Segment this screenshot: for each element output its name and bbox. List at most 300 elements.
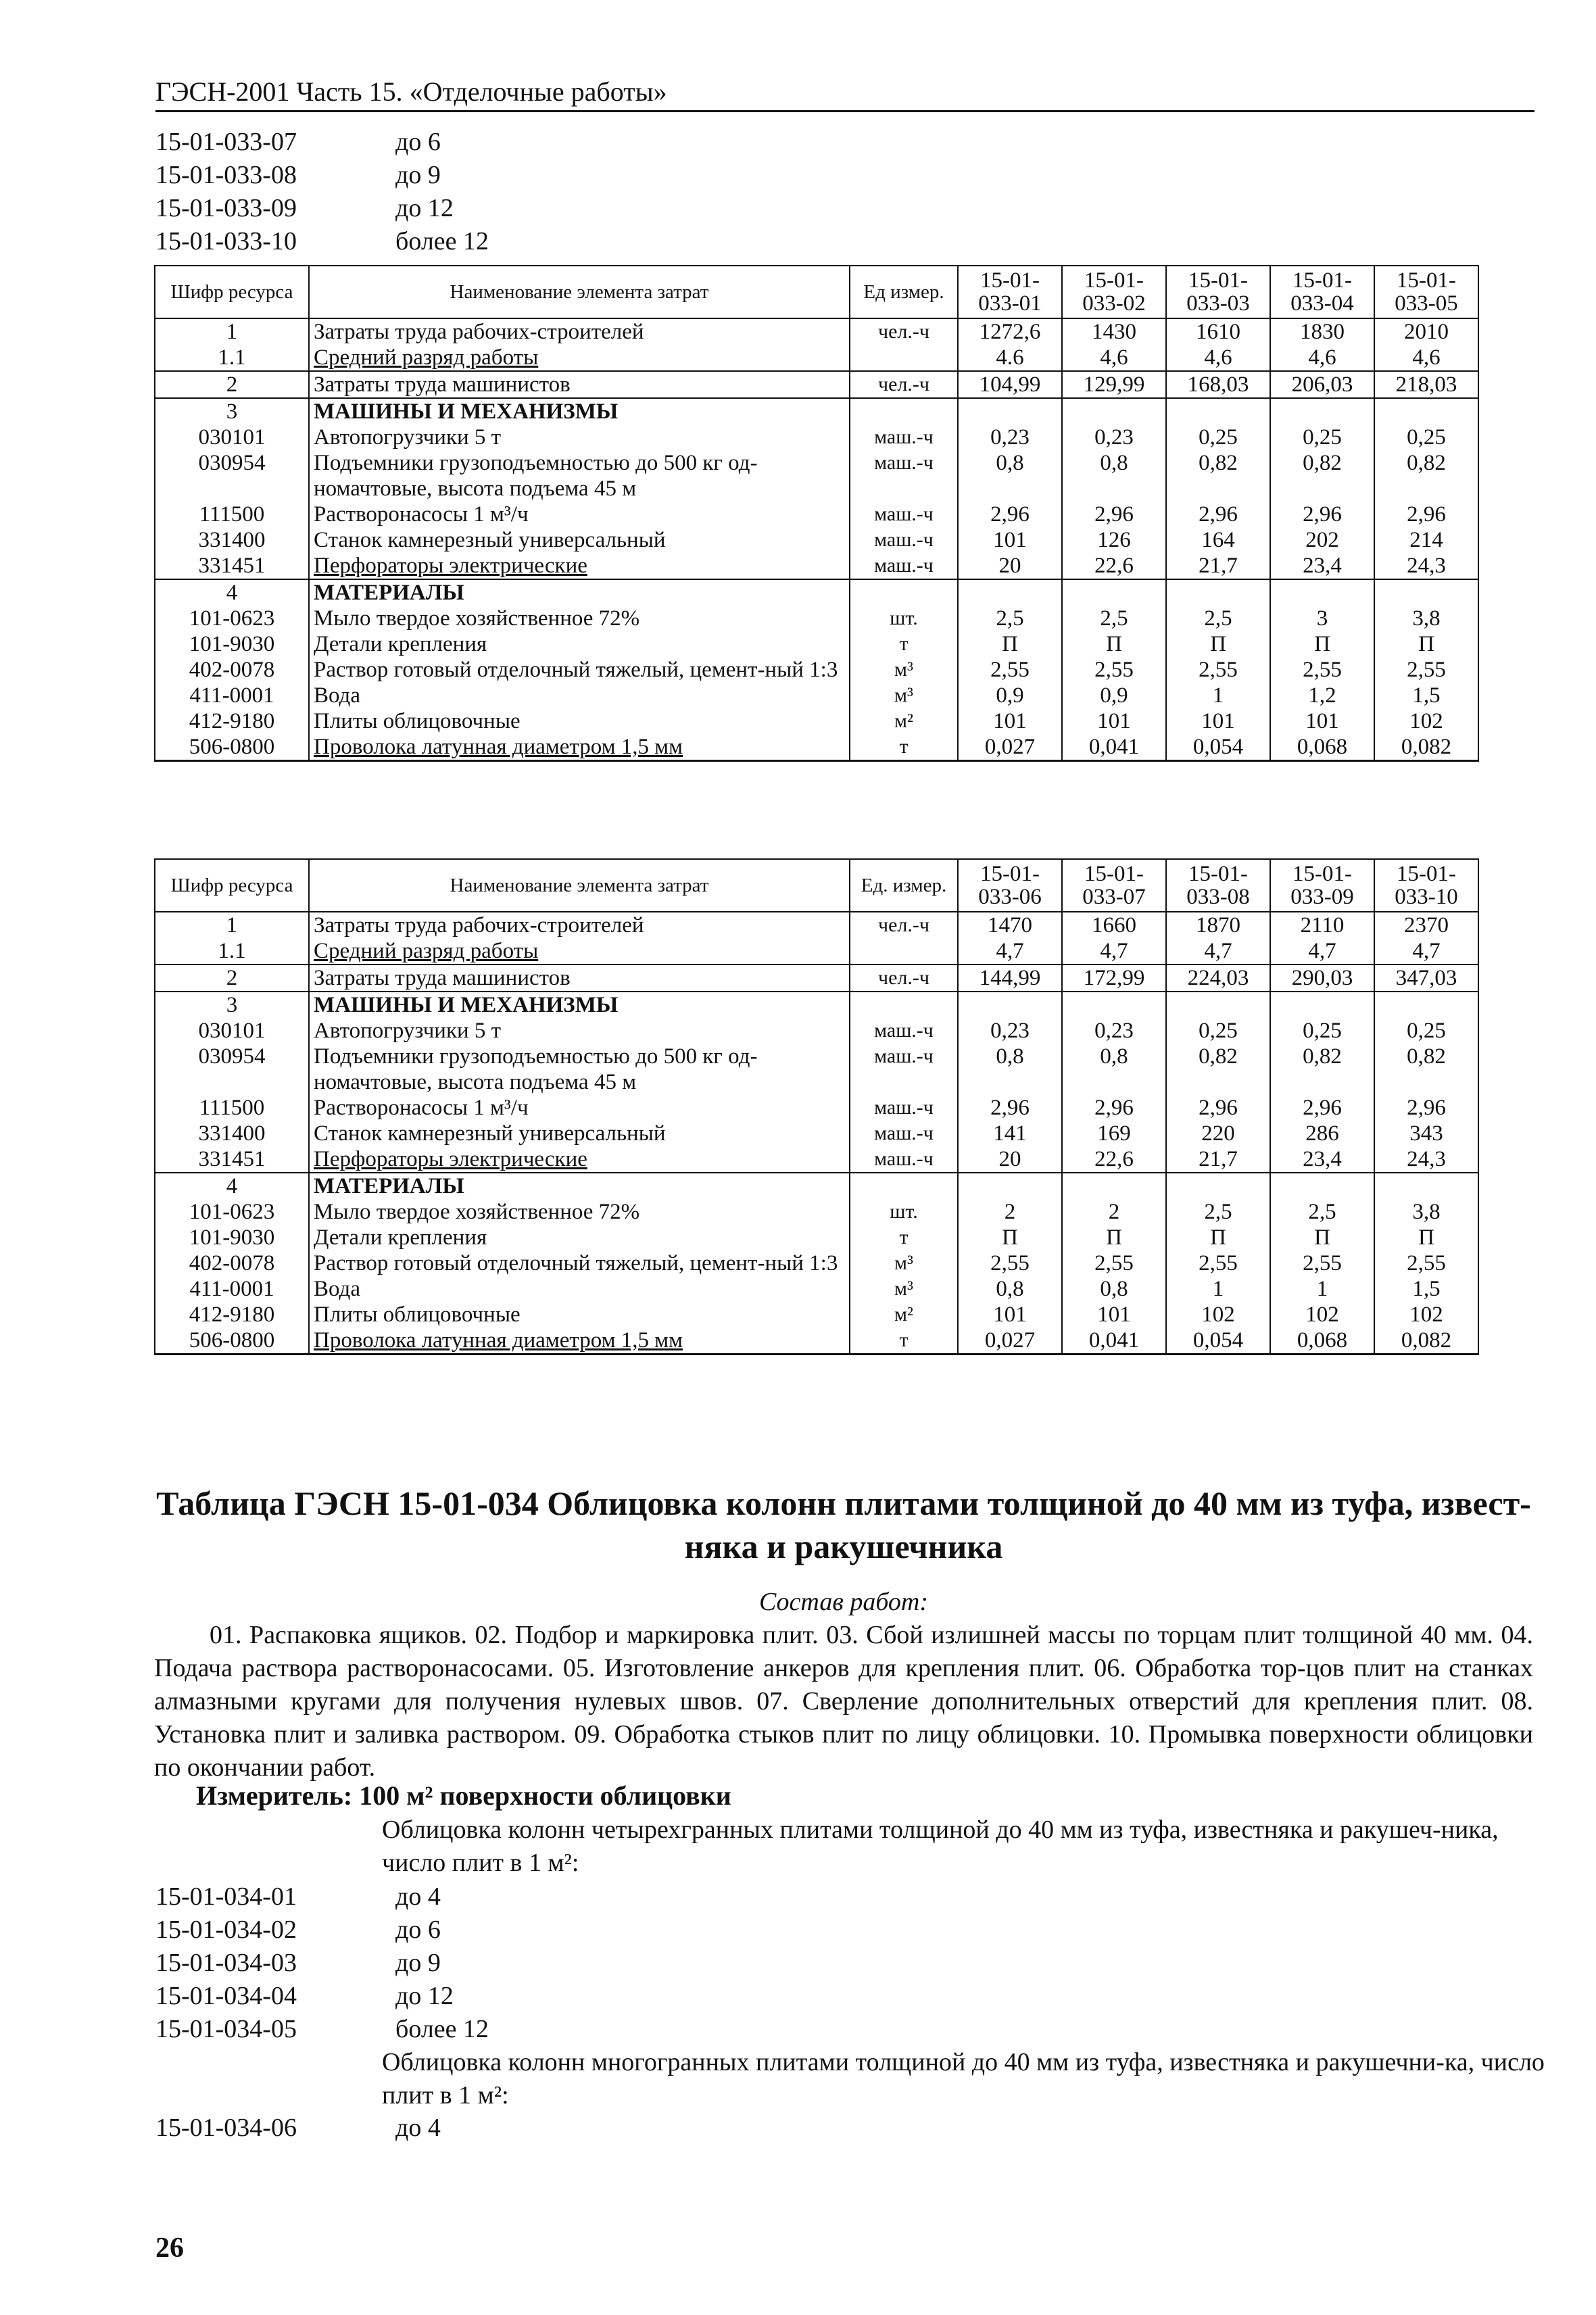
resource-value: 2,55 [1062,657,1166,683]
resource-unit: м³ [850,683,958,708]
resource-name: МАТЕРИАЛЫ [309,579,850,606]
resource-value: 0,9 [958,683,1062,708]
resource-value: 1,2 [1270,683,1374,708]
resource-value: 22,6 [1062,553,1166,579]
table-row [155,1121,1478,1146]
resource-code: 2 [155,965,309,992]
resource-value: 4,7 [1166,938,1270,965]
resource-value [1270,398,1374,424]
resource-code: 4 [155,1173,309,1199]
resource-value: 2,96 [1270,1095,1374,1121]
resource-value: 3 [1270,606,1374,631]
resource-value: 0,8 [958,450,1062,502]
resource-unit: м² [850,1302,958,1327]
resource-value [1270,1173,1374,1199]
resource-value: 1430 [1062,318,1166,345]
resource-unit: маш.-ч [850,1095,958,1121]
resource-value: 2,55 [958,657,1062,683]
resource-value: 24,3 [1374,1146,1478,1173]
resource-value: 0,25 [1374,424,1478,450]
resource-name: Растворонасосы 1 м³/ч [309,502,850,527]
code-description: до 9 [395,161,441,189]
col-header: 15-01-033-05 [1374,266,1478,318]
code-value: 15-01-034-03 [155,1949,297,1977]
col-name-header: Наименование элемента затрат [309,266,850,318]
resource-value: 3,8 [1374,606,1478,631]
code-row [155,1880,489,1914]
resource-value: 101 [1166,708,1270,734]
resource-code: 101-0623 [155,606,309,631]
resource-value: 2,55 [958,1250,1062,1276]
resource-code: 4 [155,579,309,606]
resource-code: 2 [155,371,309,398]
resource-value: 214 [1374,527,1478,553]
resource-code: 3 [155,992,309,1018]
resource-value: 2,96 [1062,502,1166,527]
resource-value: 3,8 [1374,1199,1478,1225]
resource-value: 4,6 [1062,345,1166,371]
table-row [155,734,1478,761]
resource-value: 0,25 [1166,1018,1270,1044]
table-row [155,1044,1478,1095]
resource-value [1374,1173,1478,1199]
resource-table-1 [154,265,1479,762]
resource-value [1374,579,1478,606]
resource-value: 2,55 [1374,1250,1478,1276]
resource-value [1166,579,1270,606]
resource-unit: маш.-ч [850,424,958,450]
resource-value: 4,6 [1270,345,1374,371]
resource-value: 2,55 [1270,657,1374,683]
resource-value: 4,7 [1374,938,1478,965]
col-unit-header: Ед. измер. [850,859,958,912]
resource-value: 0,054 [1166,1327,1270,1355]
resource-value: 4,7 [1270,938,1374,965]
code-description: до 9 [395,1949,441,1977]
resource-value: П [1166,631,1270,657]
resource-value: 0,8 [1062,1044,1166,1095]
resource-value: П [1270,631,1374,657]
resource-value: 286 [1270,1121,1374,1146]
resource-name: Мыло твердое хозяйственное 72% [309,1199,850,1225]
resource-name: Мыло твердое хозяйственное 72% [309,606,850,631]
table-row [155,938,1478,965]
resource-unit: маш.-ч [850,1018,958,1044]
resource-value: 141 [958,1121,1062,1146]
resource-value [1374,398,1478,424]
resource-value: 4,6 [1374,345,1478,371]
resource-value [1062,1173,1166,1199]
col-code-header: Шифр ресурса [155,859,309,912]
resource-value: 0,8 [958,1276,1062,1302]
resource-code: 412-9180 [155,708,309,734]
resource-value: 2,55 [1166,1250,1270,1276]
resource-value: 2,5 [1166,606,1270,631]
resource-unit: маш.-ч [850,1044,958,1095]
code-row [155,126,489,159]
resource-name: Средний разряд работы [309,938,850,965]
code-description: более 12 [395,2015,489,2043]
resource-code: 506-0800 [155,734,309,761]
resource-value: 22,6 [1062,1146,1166,1173]
resource-name: Подъемники грузоподъемностью до 500 кг од-номачтовые, высота подъема 45 м [309,450,850,502]
resource-value: 2,5 [1166,1199,1270,1225]
resource-value: 2 [958,1199,1062,1225]
table-row [155,345,1478,371]
resource-unit: м² [850,708,958,734]
code-row [155,1947,489,1980]
resource-value: 129,99 [1062,371,1166,398]
resource-code: 331400 [155,1121,309,1146]
col-header: 15-01-033-09 [1270,859,1374,912]
table-row [155,579,1478,606]
table-row [155,912,1478,938]
resource-value [1062,992,1166,1018]
resource-value: 2110 [1270,912,1374,938]
table-row [155,708,1478,734]
resource-code: 111500 [155,1095,309,1121]
table-row [155,1250,1478,1276]
resource-value: 0,25 [1270,424,1374,450]
resource-value: П [1166,1225,1270,1250]
table-row [155,1276,1478,1302]
resource-name: Перфораторы электрические [309,1146,850,1173]
resource-name: МАШИНЫ И МЕХАНИЗМЫ [309,398,850,424]
resource-name: Затраты труда рабочих-строителей [309,912,850,938]
resource-value: 218,03 [1374,371,1478,398]
resource-unit: м³ [850,1276,958,1302]
resource-value: 2,96 [1374,502,1478,527]
resource-unit [850,1173,958,1199]
resource-value [1062,579,1166,606]
table-row [155,398,1478,424]
resource-unit: маш.-ч [850,527,958,553]
code-row [155,2112,441,2145]
resource-value: 101 [958,527,1062,553]
resource-value: 2370 [1374,912,1478,938]
code-description: до 4 [395,2114,441,2142]
resource-code: 506-0800 [155,1327,309,1355]
resource-value: 0,027 [958,734,1062,761]
resource-code: 1 [155,318,309,345]
resource-value: 164 [1166,527,1270,553]
resource-value: 102 [1374,708,1478,734]
resource-name: Детали крепления [309,631,850,657]
resource-value: П [1374,631,1478,657]
resource-value: 2,96 [958,1095,1062,1121]
resource-value: 2,55 [1374,657,1478,683]
resource-value: 2,5 [1062,606,1166,631]
resource-value: 0,82 [1374,1044,1478,1095]
table-row [155,1327,1478,1355]
resource-value: 0,23 [958,1018,1062,1044]
resource-value: 0,027 [958,1327,1062,1355]
resource-code: 030954 [155,450,309,502]
resource-code: 411-0001 [155,683,309,708]
work-composition-text: 01. Распаковка ящиков. 02. Подбор и маркировка плит. 03. Сбой излишней массы по торцам плит толщиной 40 мм. 04. Подача раствора растворонасосами. 05. Изготовление анкеров для крепления плит. 06. Обработка тор-цов плит на станках алмазными кругами для получения нулевых швов. 07. Сверление дополнительных отверстий для крепления плит. 08. Установка плит и заливка раствором. 09. Обработка стыков плит по лицу облицовки. 10. Промывка поверхности облицовки по окончании работ. [154,1621,1533,1782]
table-row [155,424,1478,450]
meter-line: Измеритель: 100 м² поверхности облицовки [196,1780,731,1811]
resource-value: 1 [1270,1276,1374,1302]
table-row [155,631,1478,657]
resource-unit: маш.-ч [850,1121,958,1146]
resource-name: Плиты облицовочные [309,1302,850,1327]
resource-name: Перфораторы электрические [309,553,850,579]
resource-value: 224,03 [1166,965,1270,992]
resource-name: Вода [309,683,850,708]
page-header: ГЭСН-2001 Часть 15. «Отделочные работы» [155,76,1534,112]
resource-name: Автопогрузчики 5 т [309,1018,850,1044]
code-description: до 4 [395,1882,441,1911]
resource-value: 102 [1166,1302,1270,1327]
resource-code: 030101 [155,424,309,450]
resource-value: 2,5 [1270,1199,1374,1225]
table-row [155,683,1478,708]
resource-unit [850,345,958,371]
resource-value: 21,7 [1166,1146,1270,1173]
code-row [155,225,489,258]
resource-value: П [958,631,1062,657]
code-row [155,1914,489,1947]
col-header: 15-01-033-10 [1374,859,1478,912]
resource-value [958,398,1062,424]
resource-code: 402-0078 [155,657,309,683]
code-list-1 [155,1880,489,2046]
resource-value: 347,03 [1374,965,1478,992]
resource-name: МАШИНЫ И МЕХАНИЗМЫ [309,992,850,1018]
code-description: до 6 [395,1916,441,1944]
resource-unit [850,579,958,606]
resource-unit [850,398,958,424]
resource-unit: м³ [850,1250,958,1276]
col-unit-header: Ед измер. [850,266,958,318]
resource-code: 030101 [155,1018,309,1044]
resource-value: 0,082 [1374,734,1478,761]
resource-name: Средний разряд работы [309,345,850,371]
resource-value: 0,8 [958,1044,1062,1095]
resource-code: 331451 [155,1146,309,1173]
table-row [155,450,1478,502]
resource-value: 0,82 [1166,1044,1270,1095]
resource-value: 101 [1062,1302,1166,1327]
resource-unit: т [850,734,958,761]
resource-unit [850,992,958,1018]
table-row [155,657,1478,683]
resource-value: 1870 [1166,912,1270,938]
resource-value: 0,82 [1270,450,1374,502]
resource-code: 101-0623 [155,1199,309,1225]
resource-unit: т [850,631,958,657]
resource-value: 1470 [958,912,1062,938]
resource-value: П [958,1225,1062,1250]
resource-value: 2,5 [958,606,1062,631]
resource-value: 206,03 [1270,371,1374,398]
resource-value: 0,041 [1062,734,1166,761]
resource-code: 411-0001 [155,1276,309,1302]
section-title: Таблица ГЭСН 15-01-034 Облицовка колонн плитами толщиной до 40 мм из туфа, извест-няка и ракушечника [156,1484,1531,1565]
col-name-header: Наименование элемента затрат [309,859,850,912]
resource-value [958,1173,1062,1199]
resource-name: Подъемники грузоподъемностью до 500 кг од-номачтовые, высота подъема 45 м [309,1044,850,1095]
resource-value: 102 [1374,1302,1478,1327]
resource-unit: т [850,1327,958,1355]
col-header: 15-01-033-08 [1166,859,1270,912]
resource-value: 23,4 [1270,1146,1374,1173]
resource-value: 2 [1062,1199,1166,1225]
resource-unit: шт. [850,606,958,631]
code-value: 15-01-033-10 [155,227,297,255]
resource-code: 402-0078 [155,1250,309,1276]
resource-unit: маш.-ч [850,553,958,579]
resource-code: 101-9030 [155,631,309,657]
resource-code: 331400 [155,527,309,553]
work-composition-label: Состав работ: [758,1588,929,1616]
code-value: 15-01-033-08 [155,161,297,189]
code-value: 15-01-034-02 [155,1916,297,1944]
resource-value: П [1270,1225,1374,1250]
code-list-2 [155,2112,441,2145]
resource-value: 0,25 [1166,424,1270,450]
code-value: 15-01-034-04 [155,1982,297,2010]
col-header: 15-01-033-03 [1166,266,1270,318]
table-row [155,318,1478,345]
code-row [155,192,489,225]
code-value: 15-01-033-09 [155,194,297,222]
col-header: 15-01-033-04 [1270,266,1374,318]
resource-value: 290,03 [1270,965,1374,992]
table-row [155,527,1478,553]
resource-value: 4,7 [1062,938,1166,965]
resource-value: 1610 [1166,318,1270,345]
resource-code: 1 [155,912,309,938]
resource-name: Автопогрузчики 5 т [309,424,850,450]
resource-unit: чел.-ч [850,912,958,938]
col-header: 15-01-033-07 [1062,859,1166,912]
resource-value: 101 [958,1302,1062,1327]
resource-value: 0,23 [1062,424,1166,450]
resource-value: 101 [1062,708,1166,734]
table-row [155,371,1478,398]
resource-value: 1660 [1062,912,1166,938]
resource-name: Вода [309,1276,850,1302]
resource-unit: чел.-ч [850,965,958,992]
resource-code: 1.1 [155,938,309,965]
code-row [155,159,489,192]
resource-value: 0,9 [1062,683,1166,708]
resource-value: 2,96 [1374,1095,1478,1121]
description-2: Облицовка колонн многогранных плитами толщиной до 40 мм из туфа, известняка и ракушечни-ка, число плит в 1 м²: [382,2048,1545,2110]
code-description: до 6 [395,128,441,156]
resource-value: 0,041 [1062,1327,1166,1355]
table-row [155,502,1478,527]
resource-value [1270,992,1374,1018]
resource-table-2 [154,858,1479,1355]
table-row [155,606,1478,631]
top-code-list [155,126,489,258]
resource-name: Станок камнерезный универсальный [309,1121,850,1146]
resource-value [1166,398,1270,424]
resource-value: 20 [958,1146,1062,1173]
resource-value: 1 [1166,683,1270,708]
resource-value: 144,99 [958,965,1062,992]
resource-value: 4,6 [1166,345,1270,371]
resource-value: 0,82 [1374,450,1478,502]
resource-value: 1272,6 [958,318,1062,345]
resource-value: П [1062,631,1166,657]
resource-name: МАТЕРИАЛЫ [309,1173,850,1199]
resource-value: 20 [958,553,1062,579]
resource-value: 0,068 [1270,734,1374,761]
resource-value: 0,8 [1062,450,1166,502]
code-value: 15-01-034-05 [155,2015,297,2043]
resource-value: 1 [1166,1276,1270,1302]
code-description: до 12 [395,1982,454,2010]
resource-name: Раствор готовый отделочный тяжелый, цемент-ный 1:3 [309,1250,850,1276]
resource-value: 101 [958,708,1062,734]
resource-value: 2,96 [1062,1095,1166,1121]
resource-value: 0,82 [1166,450,1270,502]
resource-name: Раствор готовый отделочный тяжелый, цемент-ный 1:3 [309,657,850,683]
code-row [155,1980,489,2013]
resource-value: П [1374,1225,1478,1250]
resource-value: 4.6 [958,345,1062,371]
resource-value [1374,992,1478,1018]
resource-value: 2,96 [1166,502,1270,527]
resource-value: 2,96 [1270,502,1374,527]
resource-code: 030954 [155,1044,309,1095]
resource-unit: маш.-ч [850,1146,958,1173]
resource-value: 202 [1270,527,1374,553]
resource-name: Затраты труда рабочих-строителей [309,318,850,345]
resource-unit: т [850,1225,958,1250]
resource-code: 111500 [155,502,309,527]
table-row [155,1199,1478,1225]
code-value: 15-01-034-01 [155,1882,297,1911]
table-row [155,1095,1478,1121]
resource-unit: маш.-ч [850,450,958,502]
resource-value: 0,8 [1062,1276,1166,1302]
table-row [155,1173,1478,1199]
resource-value [1270,579,1374,606]
resource-value: 23,4 [1270,553,1374,579]
resource-value: 0,054 [1166,734,1270,761]
resource-value: 101 [1270,708,1374,734]
resource-value: 0,23 [1062,1018,1166,1044]
resource-value: 126 [1062,527,1166,553]
resource-value [1062,398,1166,424]
resource-code: 1.1 [155,345,309,371]
resource-value: 2,96 [958,502,1062,527]
resource-unit: чел.-ч [850,318,958,345]
code-value: 15-01-033-07 [155,128,297,156]
resource-value: 104,99 [958,371,1062,398]
code-description: более 12 [395,227,489,255]
resource-value [1166,992,1270,1018]
resource-value: 0,068 [1270,1327,1374,1355]
resource-value: 220 [1166,1121,1270,1146]
resource-name: Проволока латунная диаметром 1,5 мм [309,734,850,761]
resource-code: 331451 [155,553,309,579]
resource-value [958,579,1062,606]
resource-name: Затраты труда машинистов [309,371,850,398]
code-description: до 12 [395,194,454,222]
resource-unit [850,938,958,965]
resource-value: 0,82 [1270,1044,1374,1095]
resource-value: 4,7 [958,938,1062,965]
resource-value [958,992,1062,1018]
resource-name: Плиты облицовочные [309,708,850,734]
resource-value: 172,99 [1062,965,1166,992]
